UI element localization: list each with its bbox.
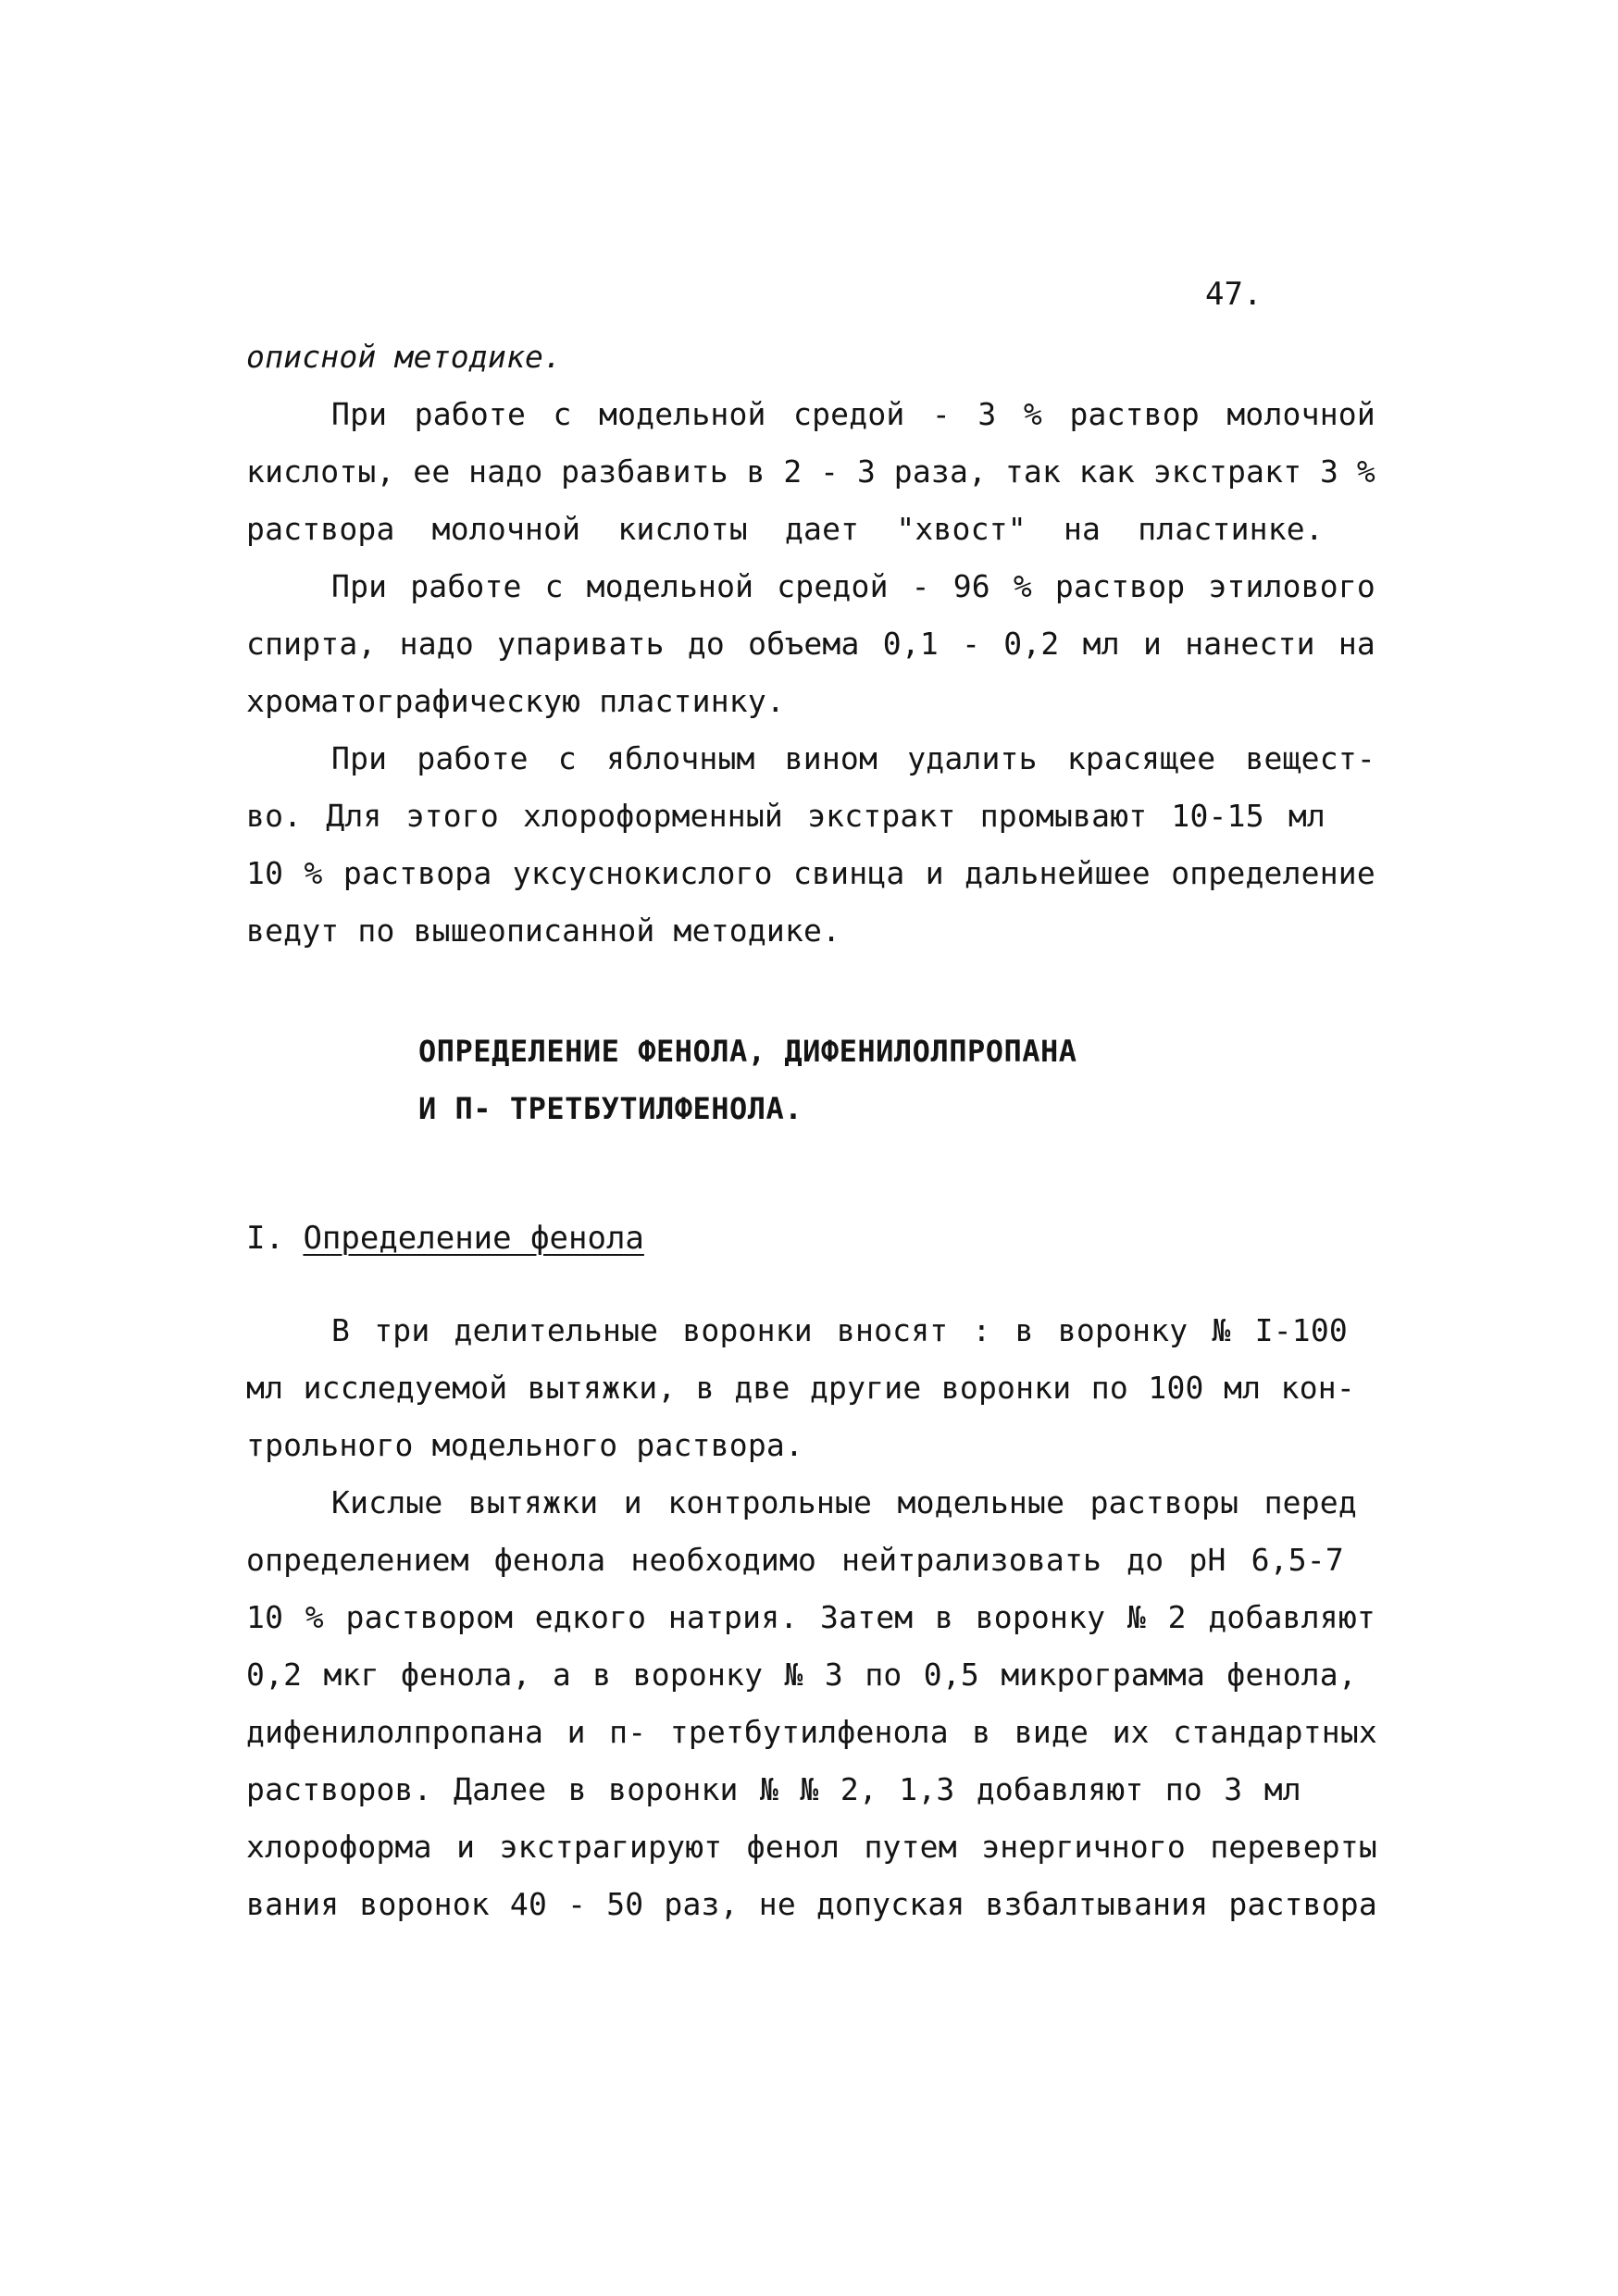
word: и bbox=[566, 1714, 586, 1750]
word: уксуснокислого bbox=[512, 855, 773, 891]
word: Затем bbox=[820, 1599, 914, 1635]
word: и bbox=[623, 1484, 642, 1520]
word: % bbox=[304, 855, 323, 891]
word: исследуемой bbox=[303, 1370, 508, 1406]
word: модельные bbox=[897, 1484, 1065, 1520]
word: их bbox=[1112, 1714, 1150, 1750]
text-line: ведут по вышеописанной методике. bbox=[246, 912, 841, 949]
word: яблочным bbox=[606, 740, 755, 776]
word: молочной bbox=[1226, 396, 1375, 432]
subsection-title bbox=[246, 1220, 644, 1257]
word: по bbox=[1090, 1370, 1128, 1406]
word: вытяжки, bbox=[527, 1370, 677, 1406]
word: определением bbox=[246, 1542, 469, 1578]
word: во. bbox=[246, 798, 303, 834]
text-line bbox=[246, 1771, 1301, 1808]
word: мл bbox=[246, 1370, 284, 1406]
word: воронку bbox=[975, 1599, 1106, 1635]
word: и bbox=[1142, 626, 1163, 662]
word: хлороформа bbox=[246, 1829, 432, 1865]
word: экстракт bbox=[1152, 453, 1302, 490]
section-heading: ОПРЕДЕЛЕНИЕ ФЕНОЛА, ДИФЕНИЛОЛПРОПАНА bbox=[418, 1034, 1077, 1069]
subsection-number: I. bbox=[246, 1220, 284, 1257]
word: мкг bbox=[323, 1657, 380, 1693]
word: этого bbox=[405, 798, 499, 834]
word: раз, bbox=[664, 1886, 739, 1922]
word: работе bbox=[417, 740, 529, 776]
word: 1,3 bbox=[899, 1771, 955, 1807]
word: раза, bbox=[893, 453, 988, 490]
word: % bbox=[1356, 453, 1375, 490]
word: воронок bbox=[359, 1886, 490, 1922]
text-line bbox=[246, 1370, 1355, 1407]
word: взбалтывания bbox=[985, 1886, 1209, 1922]
word: стандартных bbox=[1173, 1714, 1377, 1750]
word: 3 bbox=[1320, 453, 1339, 490]
word: При bbox=[331, 568, 388, 604]
word: кислоты, bbox=[246, 453, 395, 490]
word: вещест- bbox=[1245, 740, 1375, 776]
word: рН bbox=[1189, 1542, 1226, 1578]
word: 2, bbox=[840, 1771, 877, 1807]
word: по bbox=[1164, 1771, 1202, 1807]
word: - bbox=[820, 453, 840, 490]
page-number: 47. bbox=[1205, 276, 1263, 313]
word: ее bbox=[413, 453, 451, 490]
word: воронку bbox=[1057, 1312, 1189, 1348]
word: дифенилолпропана bbox=[246, 1714, 544, 1750]
word: в bbox=[695, 1370, 715, 1406]
word: воронку bbox=[632, 1657, 764, 1693]
word: необходимо bbox=[630, 1542, 817, 1578]
word: работе bbox=[414, 396, 527, 432]
word: разбавить bbox=[561, 453, 728, 490]
word: I-100 bbox=[1254, 1312, 1348, 1348]
text-line: описной методике. bbox=[246, 339, 563, 375]
word: объема bbox=[748, 626, 860, 662]
word: не bbox=[758, 1886, 796, 1922]
word: средой bbox=[777, 568, 889, 604]
word: допуская bbox=[815, 1886, 965, 1922]
word: с bbox=[544, 568, 564, 604]
word: № bbox=[1126, 1599, 1146, 1635]
word: % bbox=[305, 1599, 324, 1635]
word: удалить bbox=[907, 740, 1038, 776]
word: Для bbox=[326, 798, 382, 834]
word: - bbox=[931, 396, 951, 432]
text-line bbox=[246, 1886, 1377, 1923]
word: на bbox=[1063, 511, 1101, 547]
text-line bbox=[246, 1542, 1344, 1579]
text-line bbox=[246, 453, 1375, 490]
word: по bbox=[865, 1657, 902, 1693]
word: : bbox=[972, 1312, 991, 1348]
word: % bbox=[1023, 396, 1042, 432]
word: делительные bbox=[454, 1312, 659, 1348]
word: 3 bbox=[1224, 1771, 1243, 1807]
word: а bbox=[552, 1657, 571, 1693]
word: средой bbox=[793, 396, 905, 432]
word: до bbox=[1126, 1542, 1164, 1578]
text-line bbox=[331, 1484, 1357, 1521]
word: мл bbox=[1263, 1771, 1301, 1807]
text-line bbox=[246, 1657, 1357, 1694]
word: экстрагируют bbox=[499, 1829, 723, 1865]
word: 2 bbox=[1167, 1599, 1187, 1635]
word: молочной bbox=[431, 511, 581, 547]
text-line bbox=[331, 740, 1375, 777]
word: 10 bbox=[246, 855, 284, 891]
word: дает bbox=[784, 511, 860, 547]
word: в bbox=[935, 1599, 954, 1635]
word: хлороформенный bbox=[523, 798, 783, 834]
word: на bbox=[1338, 626, 1375, 662]
text-line bbox=[246, 1714, 1377, 1751]
word: экстракт bbox=[807, 798, 956, 834]
section-heading: И П- ТРЕТБУТИЛФЕНОЛА. bbox=[418, 1091, 803, 1126]
word: в bbox=[746, 453, 765, 490]
word: Кислые bbox=[331, 1484, 443, 1520]
word: нанести bbox=[1185, 626, 1315, 662]
word: 96 bbox=[952, 568, 990, 604]
word: % bbox=[1013, 568, 1032, 604]
word: 10-15 bbox=[1171, 798, 1264, 834]
word: вытяжки bbox=[467, 1484, 599, 1520]
word: в bbox=[1014, 1312, 1034, 1348]
word: - bbox=[962, 626, 981, 662]
text-line bbox=[246, 855, 1375, 892]
word: с bbox=[553, 396, 572, 432]
word: - bbox=[911, 568, 930, 604]
word: спирта, bbox=[246, 626, 377, 662]
word: едкого bbox=[534, 1599, 647, 1635]
word: нейтрализовать bbox=[841, 1542, 1102, 1578]
word: раствора bbox=[246, 511, 395, 547]
word: модельной bbox=[599, 396, 766, 432]
word: промывают bbox=[979, 798, 1148, 834]
text-line bbox=[331, 396, 1375, 433]
word: воронки bbox=[940, 1370, 1072, 1406]
word: работе bbox=[410, 568, 522, 604]
word: 40 bbox=[509, 1886, 548, 1922]
text-line bbox=[331, 568, 1375, 605]
word: 50 bbox=[606, 1886, 644, 1922]
word: кон- bbox=[1280, 1370, 1355, 1406]
text-line bbox=[246, 626, 1375, 663]
word: как bbox=[1078, 453, 1135, 490]
word: раствором bbox=[345, 1599, 514, 1635]
word: натрия. bbox=[667, 1599, 799, 1635]
word: фенола, bbox=[401, 1657, 531, 1693]
word: микрограмма bbox=[1001, 1657, 1206, 1693]
word: контрольные bbox=[667, 1484, 873, 1520]
word: 3 bbox=[856, 453, 877, 490]
word: перед bbox=[1263, 1484, 1357, 1520]
word: кислоты bbox=[617, 511, 748, 547]
word: упаривать bbox=[497, 626, 665, 662]
word: растворы bbox=[1089, 1484, 1239, 1520]
word: воронки bbox=[608, 1771, 739, 1807]
word: энергичного bbox=[981, 1829, 1186, 1865]
text-line bbox=[246, 798, 1326, 835]
word: 0,5 bbox=[923, 1657, 979, 1693]
word: 0,1 bbox=[882, 626, 939, 662]
word: дальнейшее bbox=[965, 855, 1151, 891]
word: растворов. bbox=[246, 1771, 432, 1807]
word: пластинке. bbox=[1138, 511, 1324, 547]
word: № bbox=[784, 1657, 803, 1693]
word: вносят bbox=[836, 1312, 949, 1348]
word: раствора bbox=[342, 855, 492, 891]
word: этилового bbox=[1208, 568, 1375, 604]
word: с bbox=[557, 740, 577, 776]
word: до bbox=[687, 626, 725, 662]
word: № bbox=[759, 1771, 779, 1807]
word: фенола bbox=[493, 1542, 606, 1578]
word: В bbox=[331, 1312, 351, 1348]
word: 6,5-7 bbox=[1251, 1542, 1344, 1578]
text-line bbox=[246, 511, 1324, 548]
word: вания bbox=[246, 1886, 340, 1922]
word: № bbox=[1212, 1312, 1231, 1348]
text-line bbox=[246, 1829, 1377, 1866]
word: красящее bbox=[1066, 740, 1216, 776]
word: 0,2 bbox=[1003, 626, 1060, 662]
subsection-title-text: Определение фенола bbox=[303, 1220, 644, 1257]
text-line: трольного модельного раствора. bbox=[246, 1427, 804, 1463]
word: При bbox=[331, 740, 388, 776]
word: мл bbox=[1224, 1370, 1262, 1406]
word: мл bbox=[1082, 626, 1120, 662]
word: третбутилфенола bbox=[669, 1714, 949, 1750]
word: переверты bbox=[1210, 1829, 1377, 1865]
word: воронки bbox=[682, 1312, 813, 1348]
word: вином bbox=[784, 740, 878, 776]
word: фенол bbox=[746, 1829, 840, 1865]
word: мл bbox=[1288, 798, 1326, 834]
word: и bbox=[456, 1829, 476, 1865]
word: 100 bbox=[1148, 1370, 1204, 1406]
word: раствора bbox=[1228, 1886, 1377, 1922]
word: 3 bbox=[977, 396, 997, 432]
word: 10 bbox=[246, 1599, 284, 1635]
word: путем bbox=[864, 1829, 957, 1865]
word: добавляют bbox=[976, 1771, 1144, 1807]
word: 0,2 bbox=[246, 1657, 303, 1693]
word: надо bbox=[399, 626, 474, 662]
word: свинца bbox=[793, 855, 905, 891]
text-line: хроматографическую пластинку. bbox=[246, 683, 785, 719]
word: определение bbox=[1171, 855, 1375, 891]
word: 2 bbox=[783, 453, 803, 490]
word: раствор bbox=[1069, 396, 1200, 432]
word: - bbox=[567, 1886, 587, 1922]
word: три bbox=[374, 1312, 430, 1348]
text-line bbox=[331, 1312, 1348, 1349]
word: раствор bbox=[1054, 568, 1186, 604]
word: надо bbox=[468, 453, 543, 490]
text-line bbox=[246, 1599, 1375, 1636]
word: № bbox=[800, 1771, 819, 1807]
word: две bbox=[734, 1370, 790, 1406]
word: п- bbox=[609, 1714, 647, 1750]
word: виде bbox=[1014, 1714, 1089, 1750]
word: "хвост" bbox=[896, 511, 1027, 547]
word: добавляют bbox=[1208, 1599, 1375, 1635]
word: в bbox=[567, 1771, 587, 1807]
word: другие bbox=[809, 1370, 922, 1406]
word: так bbox=[1004, 453, 1062, 490]
word: в bbox=[972, 1714, 991, 1750]
word: При bbox=[331, 396, 388, 432]
word: Далее bbox=[454, 1771, 547, 1807]
word: в bbox=[592, 1657, 612, 1693]
word: модельной bbox=[586, 568, 754, 604]
word: 3 bbox=[824, 1657, 843, 1693]
word: и bbox=[925, 855, 944, 891]
word: фенола, bbox=[1226, 1657, 1357, 1693]
